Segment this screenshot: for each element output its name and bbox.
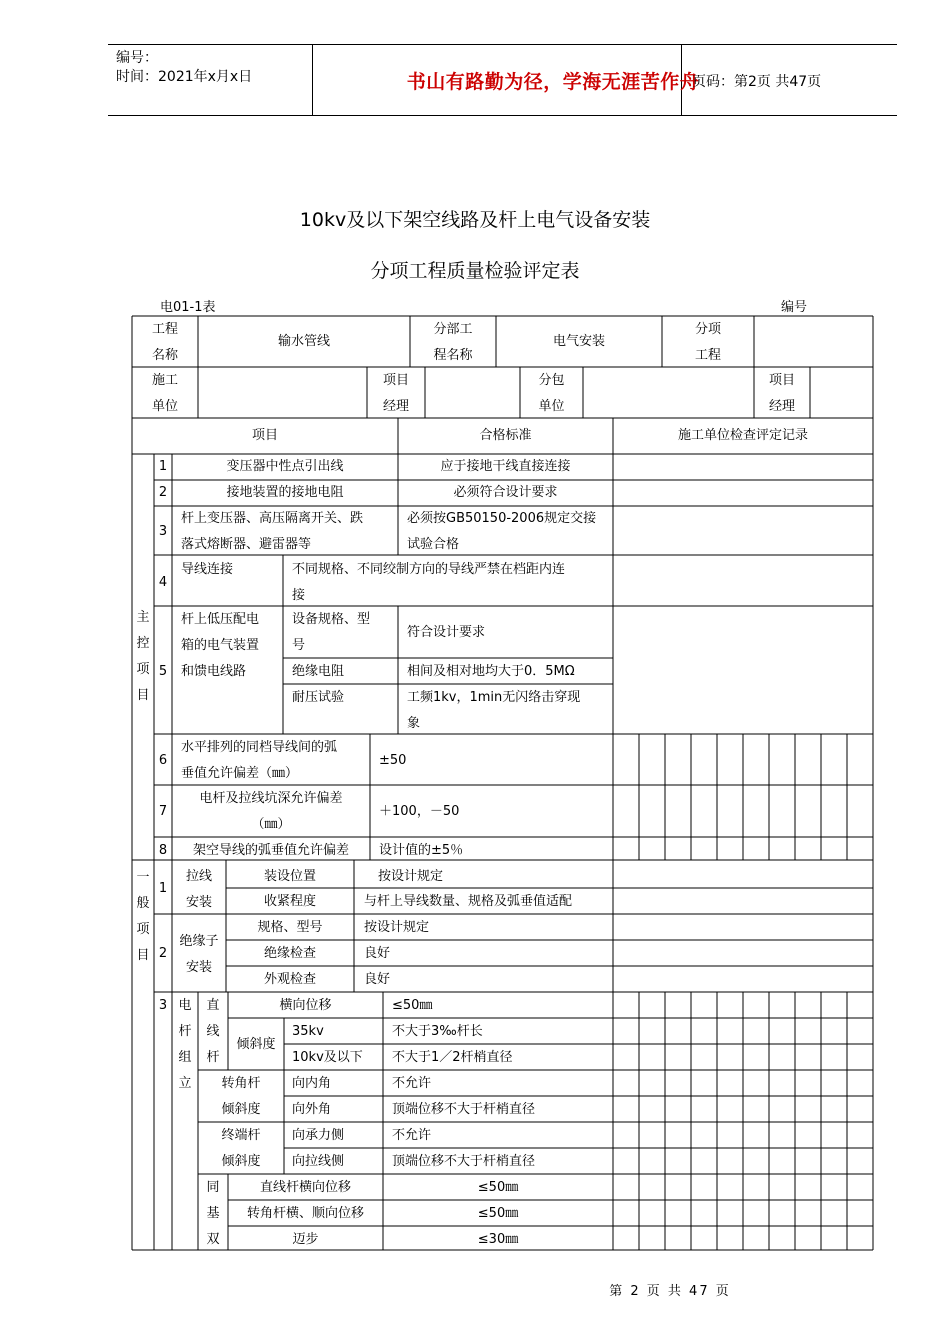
lateral-shift-std: ≤50㎜ — [392, 998, 433, 1013]
corner-inner-std: 不允许 — [392, 1076, 432, 1091]
general-3-num: 3 — [158, 998, 168, 1013]
main-row-3-num: 3 — [158, 524, 168, 539]
tilt-10kv: 10kv及以下 — [292, 1050, 363, 1065]
corner-outer: 向外角 — [292, 1102, 332, 1117]
col-header-standard: 合格标准 — [479, 428, 532, 443]
same-base-1: 直线杆横向位移 — [259, 1180, 351, 1195]
tilt-35kv-std: 不大于3‰杆长 — [392, 1024, 483, 1039]
general-2-c-std: 良好 — [364, 972, 391, 987]
col-header-record: 施工单位检查评定记录 — [677, 428, 808, 443]
pm2-label: 项目 经理 — [768, 373, 795, 414]
end-guy-side-std: 顶端位移不大于杆梢直径 — [392, 1154, 536, 1169]
project-name-label: 工程 名称 — [151, 322, 178, 363]
tilt-35kv: 35kv — [292, 1024, 324, 1039]
end-load-side-std: 不允许 — [392, 1128, 432, 1143]
general-1-a: 装设位置 — [263, 869, 316, 884]
main-row-5-c-std: 工频1kv，1min无闪络击穿现 象 — [407, 690, 581, 731]
doc-title-line1: 10kv及以下架空线路及杆上电气设备安装 — [299, 209, 651, 231]
end-load-side: 向承力侧 — [292, 1128, 345, 1143]
general-1-b: 收紧程度 — [263, 894, 316, 909]
same-base-3: 迈步 — [292, 1232, 319, 1247]
main-row-5-b-std: 相间及相对地均大于0．5MΩ — [407, 664, 575, 679]
main-row-8-std: 设计值的±5％ — [379, 843, 464, 858]
general-1-a-std: 按设计规定 — [378, 869, 444, 884]
general-3-label: 电 杆 组 立 — [178, 998, 192, 1091]
main-row-5-a-std: 符合设计要求 — [407, 625, 486, 640]
general-1-b-std: 与杆上导线数量、规格及弧垂值适配 — [364, 894, 573, 909]
main-row-5-a: 设备规格、型 号 — [292, 612, 371, 653]
main-row-6-num: 6 — [158, 753, 168, 768]
corner-pole-label: 转角杆 倾斜度 — [221, 1076, 261, 1117]
main-row-5-item: 杆上低压配电 箱的电气装置 和馈电线路 — [181, 612, 260, 679]
main-row-2-std: 必须符合设计要求 — [453, 485, 558, 500]
main-row-5-c: 耐压试验 — [292, 690, 345, 705]
general-2-b-std: 良好 — [364, 946, 391, 961]
main-row-1-num: 1 — [158, 459, 168, 474]
header-motto: 书山有路勤为径，学海无涯苦作舟 — [406, 71, 700, 93]
subitem-label: 分项 工程 — [694, 322, 721, 363]
general-2-a-std: 按设计规定 — [364, 920, 430, 935]
main-row-1-item: 变压器中性点引出线 — [226, 459, 344, 474]
same-base-2-std: ≤50㎜ — [477, 1206, 519, 1221]
col-header-item: 项目 — [251, 428, 278, 443]
main-row-7-std: ＋100，－50 — [379, 804, 460, 819]
general-2-c: 外观检查 — [263, 972, 316, 987]
main-row-2-num: 2 — [158, 485, 168, 500]
lateral-shift: 横向位移 — [279, 998, 332, 1013]
main-row-7-num: 7 — [158, 804, 168, 819]
page-footer: 第 2 页 共 47 页 — [609, 1284, 731, 1299]
main-group-label: 主 控 项 目 — [136, 610, 150, 703]
main-row-4-num: 4 — [158, 575, 168, 590]
same-base-3-std: ≤30㎜ — [477, 1232, 519, 1247]
division-value: 电气安装 — [552, 334, 605, 349]
same-base-2: 转角杆横、顺向位移 — [246, 1206, 364, 1221]
main-row-8-num: 8 — [158, 843, 168, 858]
doc-title-line2: 分项工程质量检验评定表 — [370, 260, 580, 282]
main-row-1-std: 应于接地干线直接连接 — [440, 459, 571, 474]
header-page-info: 页码：第2页 共47页 — [692, 74, 822, 90]
subcontractor-label: 分包 单位 — [538, 373, 565, 414]
end-pole-label: 终端杆 倾斜度 — [221, 1128, 261, 1169]
general-1-label: 拉线 安装 — [185, 869, 212, 910]
general-group-label: 一 般 项 目 — [136, 870, 150, 963]
general-2-a: 规格、型号 — [257, 920, 323, 935]
general-2-b: 绝缘检查 — [263, 946, 316, 961]
general-1-num: 1 — [158, 881, 168, 896]
tilt-label: 倾斜度 — [236, 1037, 276, 1052]
straight-pole-label: 直 线 杆 — [206, 998, 220, 1065]
main-row-2-item: 接地装置的接地电阻 — [226, 485, 344, 500]
header-date: 时间：2021年x月x日 — [116, 69, 253, 85]
tilt-10kv-std: 不大于1／2杆梢直径 — [392, 1050, 513, 1065]
form-number-label: 编号 — [781, 300, 808, 315]
main-row-5-b: 绝缘电阻 — [292, 664, 345, 679]
end-guy-side: 向拉线侧 — [292, 1154, 345, 1169]
main-row-3-item: 杆上变压器、高压隔离开关、跌 落式熔断器、避雷器等 — [181, 511, 364, 552]
header-number-label: 编号： — [116, 50, 158, 66]
same-base-1-std: ≤50㎜ — [477, 1180, 519, 1195]
main-row-4-item: 导线连接 — [181, 562, 234, 577]
main-row-3-std: 必须按GB50150-2006规定交接 试验合格 — [407, 511, 597, 552]
project-name-value: 输水管线 — [277, 334, 330, 349]
main-row-7-item: 电杆及拉线坑深允许偏差 （㎜） — [199, 791, 343, 832]
general-2-num: 2 — [158, 946, 168, 961]
main-row-8-item: 架空导线的弧垂值允许偏差 — [192, 843, 349, 858]
main-row-4-std: 不同规格、不同绞制方向的导线严禁在档距内连 接 — [292, 562, 566, 603]
corner-inner: 向内角 — [292, 1076, 332, 1091]
main-row-6-item: 水平排列的同档导线间的弧 垂值允许偏差（㎜） — [181, 740, 338, 781]
same-base-label: 同 基 双 — [206, 1180, 220, 1247]
form-code: 电01-1表 — [160, 300, 216, 315]
builder-label: 施工 单位 — [151, 373, 178, 414]
main-row-6-std: ±50 — [379, 753, 407, 768]
general-2-label: 绝缘子 安装 — [179, 934, 219, 975]
main-row-5-num: 5 — [158, 664, 168, 679]
division-label: 分部工 程名称 — [433, 322, 473, 363]
corner-outer-std: 顶端位移不大于杆梢直径 — [392, 1102, 536, 1117]
pm-label: 项目 经理 — [382, 373, 409, 414]
